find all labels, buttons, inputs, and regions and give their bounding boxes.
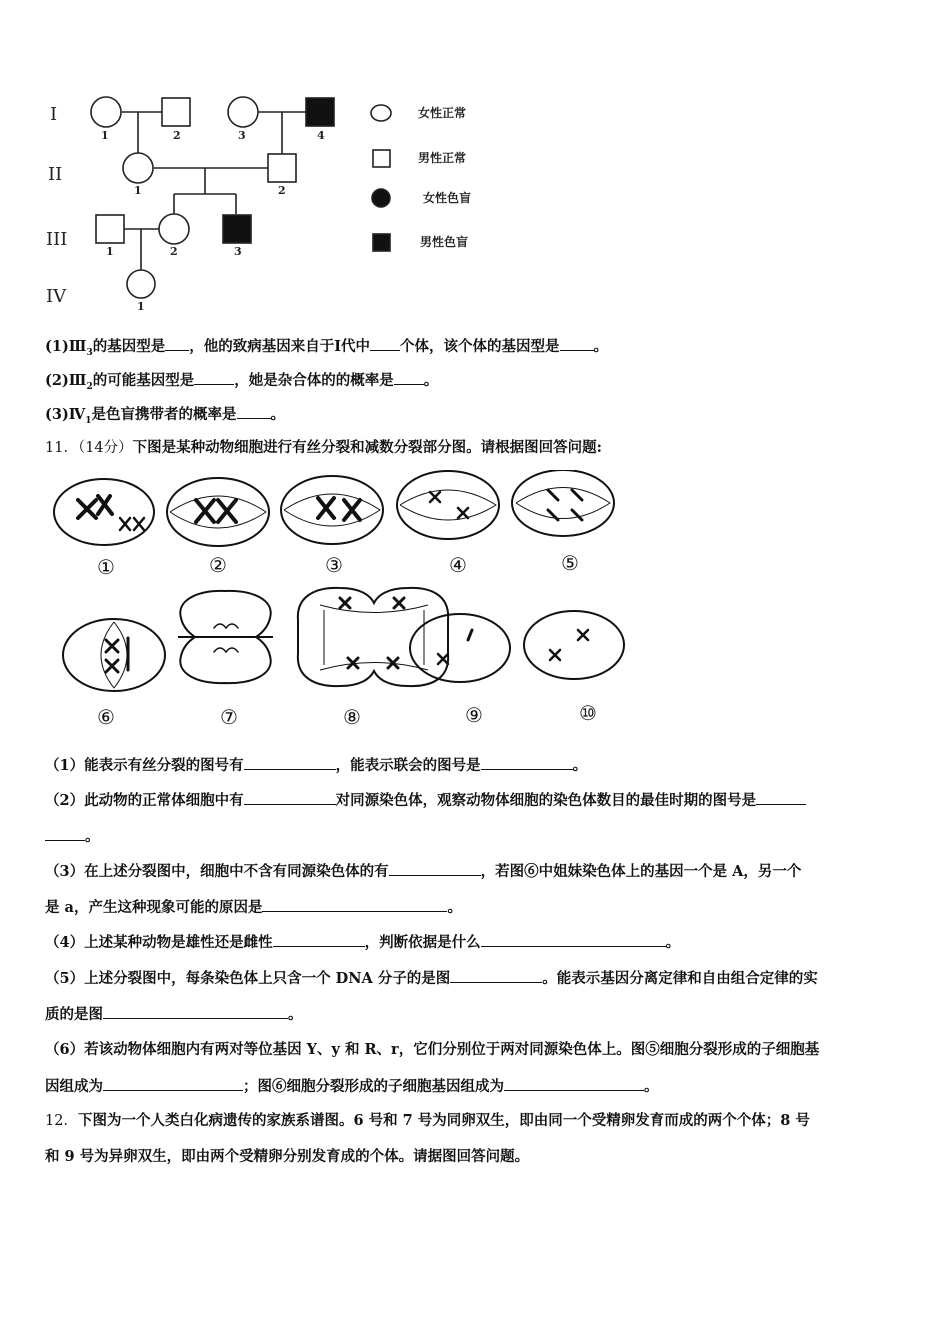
pedigree-II2-male-normal: [268, 154, 296, 182]
q10-part1: $(1)Ⅲ_3$的基因型是 ，他的致病基因来自于Ⅰ代中 个体，该个体的基因型是 。: [45, 338, 609, 358]
q11-sub4: （4）上述某种动物是雄性还是雌性 ，判断依据是什么 。: [45, 934, 681, 951]
generation-I: I: [50, 104, 58, 125]
pedigree-III3-male-affected: [223, 215, 251, 243]
q11-sub6: （6）若该动物体细胞内有两对等位基因 Y、y 和 R、r，它们分别位于两对同源染色体上。图⑤细胞分裂形成的子细胞基: [45, 1041, 820, 1058]
pedigree-num-I1: 1: [101, 129, 109, 142]
legend-female-normal: 女性正常: [418, 106, 467, 120]
cell-label-6: ⑥: [97, 705, 115, 729]
legend-female-affected: 女性色盲: [423, 191, 472, 205]
pedigree-num-II2: 2: [278, 184, 286, 197]
legend-male-affected: 男性色盲: [420, 235, 469, 249]
pedigree-num-III3: 3: [234, 245, 242, 258]
answer-blank[interactable]: [394, 370, 424, 385]
pedigree-I4-male-affected: [306, 98, 334, 126]
cell-3: [281, 476, 383, 544]
answer-blank[interactable]: [389, 861, 481, 876]
answer-blank[interactable]: [165, 336, 189, 351]
answer-blank[interactable]: [262, 897, 447, 912]
cell-8: [298, 588, 448, 686]
legend-female-affected-icon: [372, 189, 390, 207]
generation-III: III: [46, 229, 68, 250]
q11-sub1: （1）能表示有丝分裂的图号有 ，能表示联会的图号是 。: [45, 757, 588, 774]
pedigree-III1-male-normal: [96, 215, 124, 243]
answer-blank[interactable]: [103, 1004, 288, 1019]
q11-sub2: （2）此动物的正常体细胞中有 对同源染色体，观察动物体细胞的染色体数目的最佳时期的图号是: [45, 790, 806, 811]
pedigree-num-I3: 3: [238, 129, 246, 142]
answer-blank[interactable]: [504, 1076, 644, 1091]
cell-6: [63, 619, 165, 691]
q11-sub5-cont: 质的是图 。: [45, 1006, 303, 1023]
q12-line1: 12．下图为一个人类白化病遗传的家族系谱图。6 号和 7 号为同卵双生，即由同一个受精卵发育而成的两个个体；8 号: [45, 1112, 810, 1129]
cell-label-8: ⑧: [343, 705, 361, 729]
answer-blank[interactable]: [756, 790, 806, 805]
cell-label-7: ⑦: [220, 705, 238, 729]
cell-2: [167, 478, 269, 546]
answer-blank[interactable]: [244, 790, 336, 805]
q11-sub5: （5）上述分裂图中，每条染色体上只含一个 DNA 分子的是图 。能表示基因分离定律和自由组合定律的实: [45, 970, 818, 987]
generation-II: II: [48, 164, 63, 185]
q11-sub2-cont: 。: [45, 826, 100, 847]
cell-label-2: ②: [209, 553, 227, 577]
pedigree-chart: [40, 88, 490, 318]
pedigree-num-I2: 2: [173, 129, 181, 142]
legend-male-affected-icon: [373, 234, 390, 251]
cell-10: [524, 611, 624, 679]
answer-blank[interactable]: [237, 404, 271, 419]
pedigree-num-I4: 4: [317, 129, 325, 142]
answer-blank[interactable]: [244, 755, 336, 770]
q11-sub3: （3）在上述分裂图中，细胞中不含有同源染色体的有 ，若图⑥中姐妹染色体上的基因一个是 A，另一个: [45, 863, 802, 880]
pedigree-II1-female-normal: [123, 153, 153, 183]
answer-blank[interactable]: [450, 968, 542, 983]
pedigree-I2-male-normal: [162, 98, 190, 126]
cell-division-figure: [48, 470, 648, 732]
answer-blank[interactable]: [560, 336, 594, 351]
pedigree-IV1-female-normal: [127, 270, 155, 298]
q11-intro: 11．（14分）下图是某种动物细胞进行有丝分裂和减数分裂部分图。请根据图回答问题:: [45, 439, 603, 456]
cell-label-3: ③: [325, 553, 343, 577]
cell-label-9: ⑨: [465, 703, 483, 727]
cell-9: [410, 614, 510, 682]
pedigree-III2-female-normal: [159, 214, 189, 244]
q11-sub3-cont: 是 a，产生这种现象可能的原因是 。: [45, 899, 462, 916]
legend-male-normal: 男性正常: [418, 151, 467, 165]
answer-blank[interactable]: [103, 1076, 243, 1091]
legend-male-normal-icon: [373, 150, 390, 167]
generation-IV: IV: [46, 286, 67, 307]
answer-blank[interactable]: [370, 336, 400, 351]
pedigree-num-II1: 1: [134, 184, 142, 197]
cell-label-4: ④: [449, 553, 467, 577]
legend-female-normal-icon: [371, 105, 391, 121]
answer-blank[interactable]: [45, 826, 85, 841]
answer-blank[interactable]: [481, 755, 573, 770]
pedigree-num-IV1: 1: [137, 300, 145, 313]
pedigree-num-III1: 1: [106, 245, 114, 258]
cell-label-1: ①: [97, 555, 115, 579]
cell-label-10: ⑩: [579, 701, 597, 725]
pedigree-num-III2: 2: [170, 245, 178, 258]
cell-label-5: ⑤: [561, 551, 579, 575]
cell-4: [397, 471, 499, 539]
answer-blank[interactable]: [273, 932, 365, 947]
cell-5: [512, 470, 614, 536]
q11-sub6-cont: 因组成为 ；图⑥细胞分裂形成的子细胞基因组成为 。: [45, 1078, 659, 1095]
q10-part3: $(3)Ⅳ_1$是色盲携带者的概率是 。: [45, 406, 286, 426]
pedigree-I1-female-normal: [91, 97, 121, 127]
answer-blank[interactable]: [194, 370, 234, 385]
cell-1: [54, 479, 154, 545]
answer-blank[interactable]: [481, 932, 666, 947]
q12-line2: 和 9 号为异卵双生，即由两个受精卵分别发育成的个体。请据图回答问题。: [45, 1148, 530, 1165]
q10-part2: $(2)Ⅲ_2$的可能基因型是 ，她是杂合体的的概率是 。: [45, 372, 439, 392]
pedigree-I3-female-normal: [228, 97, 258, 127]
